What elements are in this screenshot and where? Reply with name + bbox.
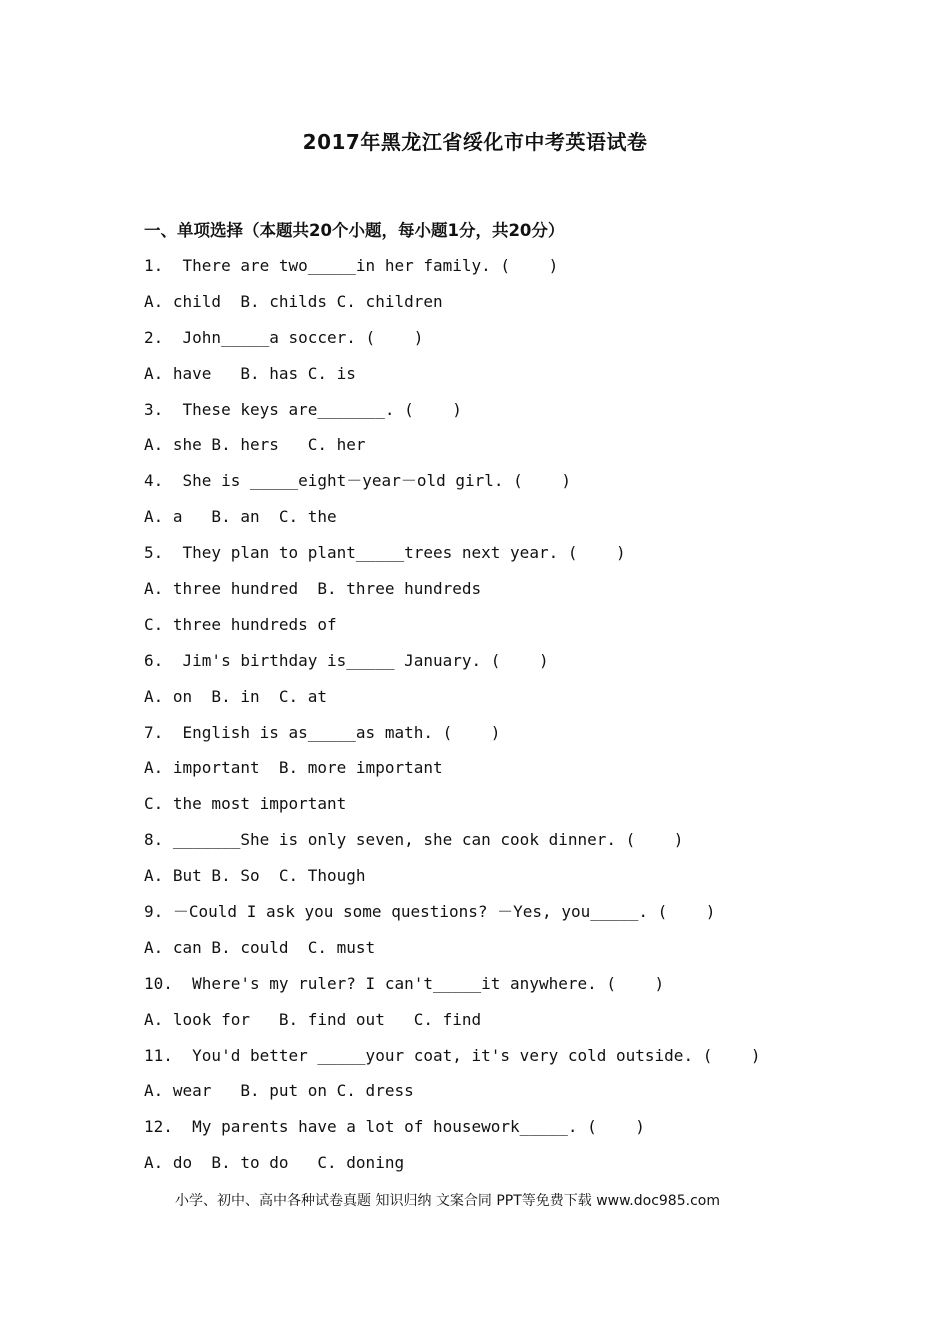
option-line: A. can B. could C. must [144, 937, 376, 957]
question-line: 6. Jim's birthday is_____ January. ( ) [144, 650, 549, 670]
question-line: 12. My parents have a lot of housework_____. ( ) [144, 1117, 645, 1137]
exam-title: 2017年黑龙江省绥化市中考英语试卷 [302, 130, 648, 154]
question-line: 11. You'd better _____your coat, it's very cold outside. ( ) [144, 1045, 761, 1065]
option-line: C. the most important [144, 794, 347, 814]
question-list [144, 250, 761, 1183]
question-line: 9. －Could I ask you some questions? －Yes, you_____. ( ) [144, 902, 716, 922]
option-line: A. have B. has C. is [144, 363, 356, 383]
option-line: A. on B. in C. at [144, 686, 328, 706]
option-line: A. a B. an C. the [144, 507, 337, 527]
question-line: 3. These keys are_______. ( ) [144, 399, 462, 419]
page-footer: 小学、初中、高中各种试卷真题 知识归纳 文案合同 PPT等免费下载 www.doc985.com [175, 1193, 720, 1209]
question-line: 5. They plan to plant_____trees next year. ( ) [144, 543, 626, 563]
option-line: A. important B. more important [144, 758, 443, 778]
option-line: A. child B. childs C. children [144, 291, 443, 311]
section-heading: 一、单项选择（本题共20个小题，每小题1分，共20分） [144, 221, 565, 240]
option-line: A. look for B. find out C. find [144, 1009, 482, 1029]
question-line: 1. There are two_____in her family. ( ) [144, 256, 559, 275]
option-line: A. three hundred B. three hundreds [144, 579, 482, 599]
question-line: 10. Where's my ruler? I can't_____it anywhere. ( ) [144, 973, 665, 993]
option-line: A. But B. So C. Though [144, 866, 366, 886]
question-line: 8. _______She is only seven, she can cook dinner. ( ) [144, 830, 684, 850]
question-line: 2. John_____a soccer. ( ) [144, 327, 424, 347]
option-line: A. she B. hers C. her [144, 435, 366, 455]
option-line: C. three hundreds of [144, 614, 337, 634]
question-line: 7. English is as_____as math. ( ) [144, 722, 501, 742]
question-line: 4. She is _____eight－year－old girl. ( ) [144, 471, 571, 491]
option-line: A. do B. to do C. doning [144, 1153, 405, 1173]
option-line: A. wear B. put on C. dress [144, 1081, 414, 1101]
